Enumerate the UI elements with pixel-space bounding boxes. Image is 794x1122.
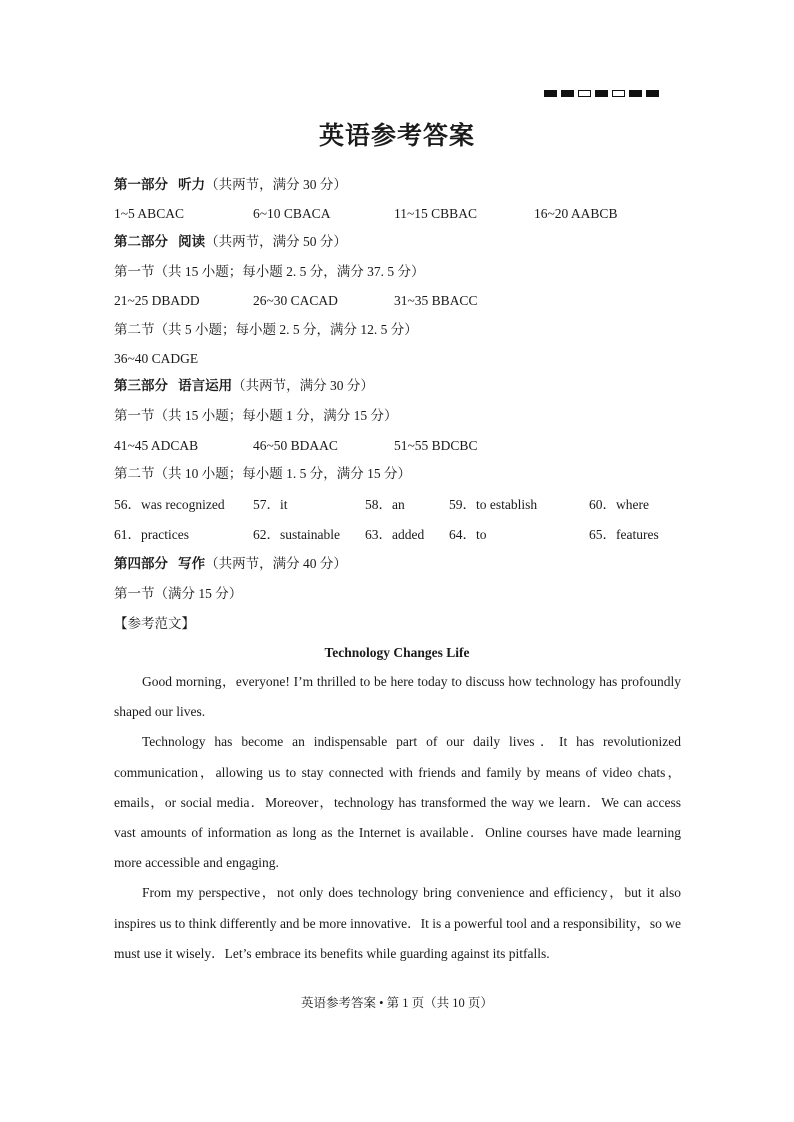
header-mark-filled: [561, 90, 574, 97]
header-mark-empty: [578, 90, 591, 97]
header-mark-filled: [646, 90, 659, 97]
essay-title: Technology Changes Life: [324, 645, 470, 660]
answer-range: 46~50 BDAAC: [253, 438, 338, 453]
fill-answer: 57．it: [253, 497, 288, 512]
essay-body: [114, 667, 681, 969]
fill-answer: 61．practices: [114, 527, 189, 542]
answer-range: 21~25 DBADD: [114, 293, 200, 308]
part2-heading-line: [114, 233, 347, 251]
part1-heading: 第一部分: [114, 177, 168, 192]
fill-answer: 56．was recognized: [114, 497, 225, 512]
essay-paragraph: Technology has become an indispensable part of our daily lives．It has revolutionized communication，allowing us to stay connected with friends and family by means of video chats，emails，or social media．Moreover，technology has transformed the way we learn．We can access vast amounts of information as long as the Internet is available．Online courses have made learning more accessible and engaging.: [114, 734, 681, 871]
part4-info: （共两节，满分 40 分）: [205, 556, 347, 571]
part3-heading-line: [114, 377, 374, 395]
part3-subject: 语言运用: [178, 378, 233, 393]
part3-section2: 第二节（共 10 小题；每小题 1. 5 分，满分 15 分）: [114, 466, 411, 481]
part2-heading: 第二部分: [114, 234, 168, 249]
fill-answer: 62．sustainable: [253, 527, 340, 542]
answer-range: 26~30 CACAD: [253, 293, 338, 308]
part1-info: （共两节，满分 30 分）: [205, 177, 347, 192]
answer-range: 11~15 CBBAC: [394, 206, 477, 221]
header-mark-filled: [595, 90, 608, 97]
part2-section2: 第二节（共 5 小题；每小题 2. 5 分，满分 12. 5 分）: [114, 322, 418, 337]
answer-range: 36~40 CADGE: [114, 351, 199, 366]
header-mark-filled: [544, 90, 557, 97]
sample-essay-label: 【参考范文】: [114, 616, 195, 631]
part4-heading-line: [114, 555, 347, 573]
part2-info: （共两节，满分 50 分）: [205, 234, 347, 249]
answer-range: 1~5 ABCAC: [114, 206, 184, 221]
answer-range: 6~10 CBACA: [253, 206, 331, 221]
part3-heading: 第三部分: [114, 378, 168, 393]
part3-section1: 第一节（共 15 小题；每小题 1 分，满分 15 分）: [114, 408, 398, 423]
page-title: 英语参考答案: [318, 123, 475, 150]
part2-subject: 阅读: [178, 234, 206, 249]
part4-heading: 第四部分: [114, 556, 168, 571]
answer-range: 51~55 BDCBC: [394, 438, 478, 453]
part4-subject: 写作: [178, 556, 206, 571]
fill-answer: 63．added: [365, 527, 425, 542]
answer-range: 31~35 BBACC: [394, 293, 478, 308]
part4-section1: 第一节（满分 15 分）: [114, 586, 243, 601]
fill-answer: 65．features: [589, 527, 659, 542]
answer-range: 16~20 AABCB: [534, 206, 618, 221]
part3-info: （共两节，满分 30 分）: [232, 378, 374, 393]
part1-heading-line: [114, 176, 347, 194]
fill-answer: 60．where: [589, 497, 649, 512]
header-mark-empty: [612, 90, 625, 97]
part2-section1: 第一节（共 15 小题；每小题 2. 5 分，满分 37. 5 分）: [114, 264, 425, 279]
header-mark-filled: [629, 90, 642, 97]
page-footer: 英语参考答案 • 第 1 页（共 10 页）: [301, 996, 493, 1010]
header-marks: [544, 90, 659, 97]
answer-range: 41~45 ADCAB: [114, 438, 199, 453]
essay-paragraph: Good morning，everyone! I’m thrilled to be here today to discuss how technology has profoundly shaped our lives.: [114, 674, 681, 720]
fill-answer: 64．to: [449, 527, 487, 542]
essay-paragraph: From my perspective，not only does technology bring convenience and efficiency，but it also inspires us to think differently and be more innovative．It is a powerful tool and a responsibility，so we must use it wisely．Let’s embrace its benefits while guarding against its pitfalls.: [114, 885, 681, 961]
part1-subject: 听力: [178, 177, 206, 192]
fill-answer: 58．an: [365, 497, 405, 512]
fill-answer: 59．to establish: [449, 497, 538, 512]
